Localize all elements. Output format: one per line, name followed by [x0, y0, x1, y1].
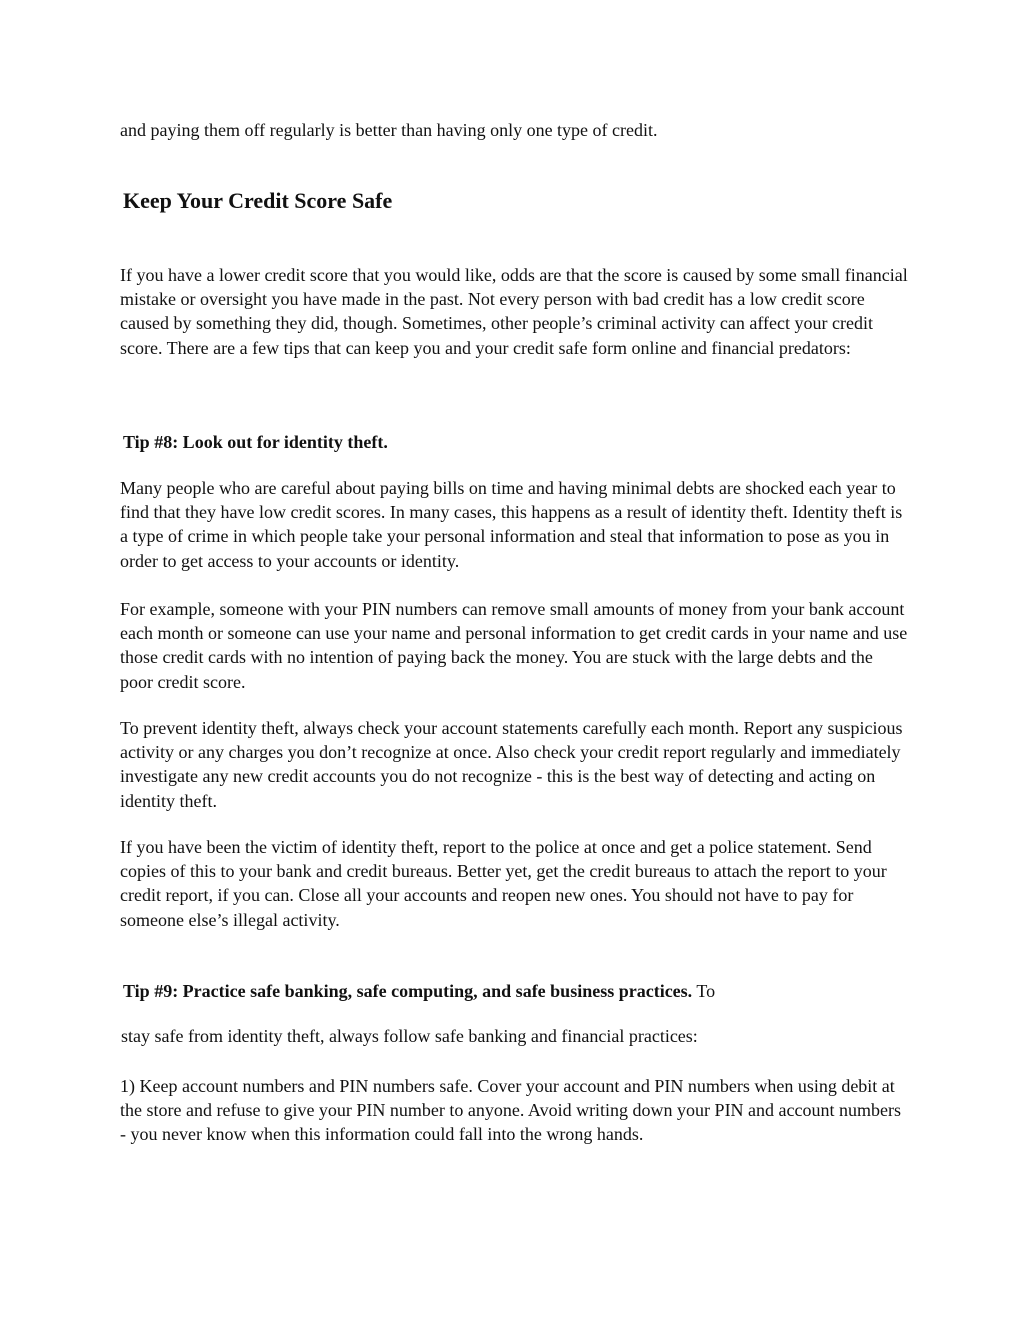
- tip8-paragraph-4: If you have been the victim of identity theft, report to the police at once and get a police statement. Send copies of this to your bank and credit bureaus. Better yet, get the credit bureaus to attach the report to your credit report, if you can. Close all your accounts and reopen new ones. You should not have to pay for someone else’s illegal activity.: [120, 837, 887, 930]
- tip8-paragraph-2: For example, someone with your PIN numbers can remove small amounts of money from your bank account each month or someone can use your name and personal information to get credit cards in your name and use those credit cards with no intention of paying back the money. You are stuck with the large debts and the poor credit score.: [120, 599, 908, 692]
- section-heading: Keep Your Credit Score Safe: [123, 188, 393, 213]
- tip9-item-1: 1) Keep account numbers and PIN numbers safe. Cover your account and PIN numbers when using debit at the store and refuse to give your PIN number to anyone. Avoid writing down your PIN and account numbers - you never know when this information could fall into the wrong hands.: [120, 1076, 902, 1145]
- tip9-continuation: stay safe from identity theft, always follow safe banking and financial practices:: [121, 1026, 698, 1046]
- tip9-heading: [123, 979, 715, 1003]
- tip8-paragraph-3: To prevent identity theft, always check your account statements carefully each month. Report any suspicious activity or any charges you don’t recognize at once. Also check your credit report regularly and immediately investigate any new credit accounts you do not recognize - this is the best way of detecting and acting on identity theft.: [120, 718, 903, 811]
- tip9-title-tail: To: [692, 981, 716, 1001]
- tip8-title: Tip #8: Look out for identity theft.: [123, 432, 388, 452]
- intro-line: and paying them off regularly is better than having only one type of credit.: [120, 120, 658, 140]
- tip8-paragraph-1: Many people who are careful about paying bills on time and having minimal debts are shocked each year to find that they have low credit scores. In many cases, this happens as a result of identity theft. Identity theft is a type of crime in which people take your personal information and steal that information to pose as you in order to get access to your accounts or identity.: [120, 478, 903, 571]
- tip9-title: Tip #9: Practice safe banking, safe computing, and safe business practices.: [123, 981, 693, 1001]
- intro-paragraph: If you have a lower credit score that you would like, odds are that the score is caused by some small financial mistake or oversight you have made in the past. Not every person with bad credit has a low credit score caused by something they did, though. Sometimes, other people’s criminal activity can affect your credit score. There are a few tips that can keep you and your credit safe form online and financial predators:: [120, 265, 908, 358]
- tip8-heading: [123, 430, 388, 454]
